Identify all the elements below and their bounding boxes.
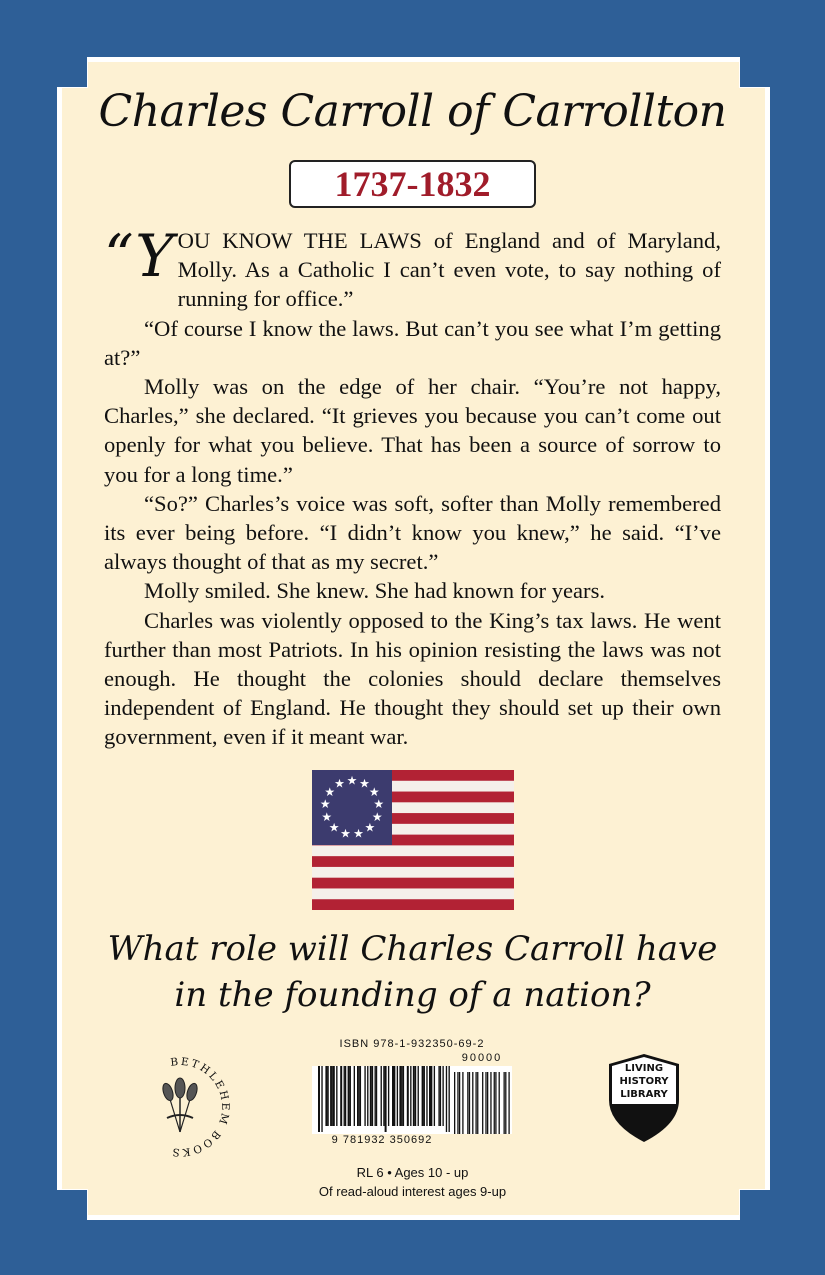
story-paragraph: Charles was violently opposed to the King’s tax laws. He went further than most Patriots. In his opinion resisting the laws was not enough. He thought the colonies should declare themselves independent of England. He thought they should set up their own government, even if it meant war. [104,607,721,750]
question-line-1: What role will Charles Carroll have [107,929,718,969]
drop-cap: “Y [104,222,174,290]
bethlehem-books-logo [125,1052,235,1162]
flag-star: ★ [334,776,345,791]
flag-star: ★ [371,810,383,825]
story-paragraph: Molly smiled. She knew. She had known for years. [144,578,606,604]
isbn-addon: 90000 [461,1052,503,1064]
isbn-digits: 9 781932 350692 [331,1134,433,1146]
flag-star: ★ [340,826,351,841]
flag-star: ★ [364,820,376,835]
flag-star: ★ [324,785,336,800]
badge-line-1: LIVING [624,1063,664,1074]
betsy-ross-flag-icon [312,770,514,910]
flag-star: ★ [319,797,331,812]
barcode-bars [312,1066,512,1134]
flag-star: ★ [368,785,380,800]
read-aloud-note: Of read-aloud interest ages 9-up [318,1184,507,1199]
badge-line-2: HISTORY [619,1076,669,1087]
reading-level: RL 6 • Ages 10 - up [356,1165,469,1180]
question-line-2: in the founding of a nation? [174,975,651,1015]
flag-star: ★ [321,810,333,825]
story-paragraph: “Of course I know the laws. But can’t you see what I’m getting at?” [104,315,721,370]
badge-line-3: LIBRARY [620,1089,668,1100]
series-badge-text [605,1062,683,1101]
flag-star: ★ [346,773,358,788]
flag-star: ★ [328,820,340,835]
isbn-barcode [312,1038,512,1148]
flag-star: ★ [359,776,370,791]
story-excerpt [104,222,721,752]
svg-text:BETHLEHEM BOOKS [170,1056,231,1158]
story-paragraph: “So?” Charles’s voice was soft, softer than Molly remembered its ever being before. “I didn’t know you knew,” he said. “I’ve always thought of that as my secret.” [104,490,721,575]
isbn-label: ISBN 978-1-932350-69-2 [339,1038,485,1050]
dates-box [289,160,536,208]
closing-question [0,926,825,1018]
first-paragraph-text: OU KNOW THE LAWS of England and of Maryland, Molly. As a Catholic I can’t even vote, to say nothing of running for office.” [177,228,721,312]
publisher-name: BETHLEHEM BOOKS [169,1055,232,1159]
flag-star: ★ [373,797,385,812]
story-paragraph: Molly was on the edge of her chair. “You’re not happy, Charles,” she declared. “It grieves you because you can’t come out openly for what you believe. That has been a source of sorrow to you for a long time.” [104,374,721,487]
wheat-sheaf-icon [161,1078,199,1132]
book-title: Charles Carroll of Carrollton [98,86,727,137]
flag-star: ★ [353,826,364,841]
life-dates: 1737-1832 [334,164,491,204]
story-paragraph [104,222,721,314]
reading-level-info [0,1163,825,1201]
